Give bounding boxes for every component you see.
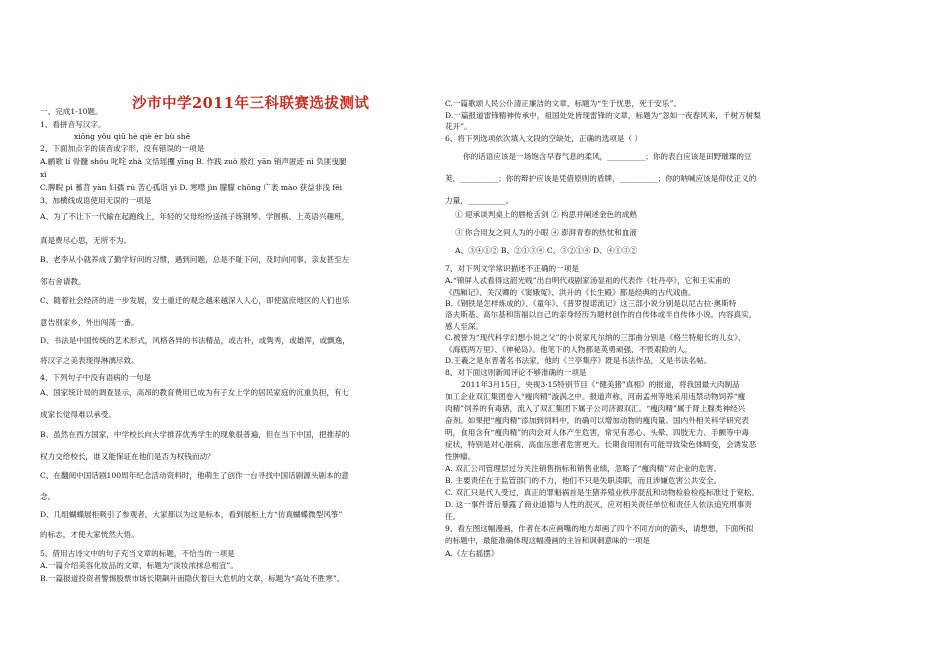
text-line: 力量，__________。 — [445, 196, 514, 205]
text-line: 《海底两万里》、《神秘岛》。他笔下的人物都是英勇顽强、不畏艰险的人。 — [445, 345, 692, 354]
text-line: 花开”。 — [445, 122, 472, 131]
text-line: D.一篇报道雷锋精神传承中，祖国处处皆现雷锋的文章，标题为“忽如一夜春风来，千树万树梨 — [445, 111, 761, 120]
text-line: 1、看拼音写汉字。 — [40, 120, 106, 129]
text-line: D、几组蝴蝶展柜吸引了参观者，大家都以为这是标本，看到展柜上方“仿真蝴蝶微型风筝” — [40, 510, 343, 519]
text-line: 真是费尽心思，无所不为。 — [40, 236, 132, 245]
text-line: 感人至深。 — [445, 322, 483, 331]
text-line: B、老李从小就养成了勤学好问的习惯，遇到问题，总是不耻下问，及时向同事、亲友甚至左 — [40, 255, 350, 264]
text-line: D、书法是中国传统的艺术形式，风格各异的书法精品，或古朴，或隽秀，或雄浑，或飘逸， — [40, 336, 350, 345]
text-line: C.脾睨 pì 蓄苕 yàn 妇孺 rú 苦心孤诣 yì D. 寒噤 jìn 朦朦 chōng 广袤 mào 获益非浅 fěi — [40, 183, 343, 192]
text-line: 加工企业双汇集团卷入“瘦肉精”漩涡之中。报道声称，河南孟州等地采用违禁动物饲养“瘦 — [445, 392, 746, 401]
text-line: B. 主要责任在于监管部门的不力，他们不只是失职渎职，而且涉嫌危害公共安全。 — [445, 476, 722, 485]
text-line: 6、将下列选项依次填入文段的空缺处，正确的选项是（ ） — [445, 134, 643, 143]
text-line: 将汉字之美表现得淋漓尽致。 — [40, 356, 139, 365]
text-line: xiōng yǒu qiū hè qiè èr bù shě — [74, 132, 191, 141]
text-line: C、随着社会经济的进一步发展，安土重迁的观念越来越深入人心，即使富庶地区的人们也乐 — [40, 296, 350, 305]
text-line: C. 双汇只是代人受过，真正的罪魁祸首是生猪养殖业秩序混乱和动物检验检疫标准过于宽松。 — [445, 488, 760, 497]
text-line: 肉精”饲养的有毒猪，流入了双汇集团下属子公司济源双汇。“瘦肉精”属于肾上腺类神经兴 — [445, 404, 746, 413]
text-line: 一、完成1-10题。 — [40, 107, 103, 116]
text-line: 权力交给校长，谁又能保证在他们是否为权钱而动？ — [40, 452, 215, 461]
text-line: ③ 你合用友之间人为的小眼 ④ 澎湃青春的热忱和血液 — [455, 228, 637, 237]
text-line: xì — [40, 170, 47, 179]
text-line: 的标题中，最能准确体现这幅漫画的主旨和讽刺意味的一项是 — [445, 536, 651, 545]
page-title: 沙市中学2011年三科联赛选拔测试 — [132, 95, 370, 112]
text-line: C、在翻阅中国话剧100周年纪念活动资料时，他萌生了创作一台寻找中国话剧源头剧本的意 — [40, 471, 349, 480]
text-line: 9、看左图这幅漫画，作者在本应画嘴的地方却画了四个不同方向的箭头，请想想，下面所拟 — [445, 524, 754, 533]
text-line: B.一篇报道投资者警惕股票市场长期飙升而隐伏着巨大危机的文章，标题为“高处不胜寒”。 — [40, 574, 345, 583]
text-line: 3、加横线成语使用无误的一项是 — [40, 196, 152, 205]
text-line: D. 这一事件背后暴露了商业道德与人性的泯灭，应对相关责任单位和责任人依法追究刑事责 — [445, 500, 752, 509]
text-line: A.“锦屏人忒看得这韶光贱”出自明代戏剧家汤显祖的代表作《牡丹亭》，它和王实甫的 — [445, 276, 731, 285]
text-line: 7、对下列文学常识描述不正确的一项是 — [445, 264, 579, 273]
text-line: C.被誉为“现代科学幻想小说之父”的小说家凡尔纳的三部曲分别是《格兰特船长的儿女》、 — [445, 333, 746, 342]
text-line: 4、下列句子中没有语病的一句是 — [40, 373, 152, 382]
text-line: 奋剂。如果把“瘦肉精”添加到饲料中，的确可以增加动物的瘦肉量。国内外相关科学研究表 — [445, 416, 749, 425]
text-line: 明，食用含有“瘦肉精”的肉会对人体产生危害，常见有恶心、头晕、四肢无力、手颤等中毒 — [445, 428, 749, 437]
text-line: A. 双汇公司管理层过分关注销售指标和销售业绩，忽略了“瘦肉精”对企业的危害。 — [445, 464, 722, 473]
text-line: 的标志，才使大家恍然大悟。 — [40, 530, 139, 539]
text-line: 8、对下面这则新闻评论不够准确的一项是 — [445, 368, 587, 377]
text-line: A.《左右摇摆》 — [445, 549, 499, 558]
text-line: 念。 — [40, 492, 56, 501]
text-line: 意告别家乡，外出闯荡一番。 — [40, 318, 139, 327]
text-line: 邻右舍请教。 — [40, 277, 86, 286]
text-line: ① 迎承谈判桌上的唇枪舌剑 ② 构思并阐述金色的成熟 — [455, 210, 637, 219]
text-line: B.《钢铁是怎样炼成的》、《童年》、《普罗提诺流记》这三部小说分别是以尼古拉·奥斯特 — [445, 299, 737, 308]
text-line: A、国家统计局的调查显示，高昂的教育费用已成为有子女上学的居民家庭的沉重负担，有七 — [40, 388, 350, 397]
text-line: 成家长觉得难以承受。 — [40, 410, 116, 419]
text-line: A、为了不让下一代输在起跑线上，年轻的父母纷纷送孩子练钢琴、学围棋、上英语兴趣班， — [40, 212, 350, 221]
text-line: 症状，特别是对心脏病、高血压患者危害更大。长期食用则有可能导致染色体畸变，会诱发恶 — [445, 440, 757, 449]
text-line: 荚，__________；你的辩护应该是凭借原则的盾牌，__________；你的呐喊应该是仰仗正义的 — [445, 174, 757, 183]
text-line: A、③④①② B、②①③④ C、③②①④ D、④①③② — [455, 246, 638, 255]
text-line: 2、下面加点字的读音或字形，没有错误的一项是 — [40, 144, 205, 153]
text-line: A.一篇介绍美容化妆品的文章，标题为“淡妆浓抹总相宜”。 — [40, 561, 238, 570]
text-line: 洛夫斯基、高尔基和笛福以自己的亲身经历为题材创作的自传体或半自传体小说。内容真实， — [445, 310, 757, 319]
text-line: D.王羲之是东晋著名书法家，他的《兰亭集序》既是书法作品，又是书法名帖。 — [445, 356, 712, 365]
text-line: B、虽然在西方国家，中学校长向大学推荐优秀学生的现象很普遍，但在当下中国，把推荐的 — [40, 430, 350, 439]
text-line: A.鹂歌 lí 骨髓 shǒu 叱咤 zhà 文恬瑶攫 yīng B. 作践 zuò 殷红 yān 销声匿迹 nì 负匪曳腿 — [40, 157, 347, 166]
text-line: 5、借用古诗文中的句子充当文章的标题，不恰当的一项是 — [40, 549, 235, 558]
text-line: 你的话语应该是一场饱含早春气息的柔风，__________；你的表白应该是田野璀璨的豆 — [463, 152, 752, 161]
text-line: C.一篇歌颂人民公仆清正廉洁的文章，标题为“生于忧患，死于安乐”。 — [445, 99, 681, 108]
text-line: 2011年3月15日，央视3·15特别节目《“健美猪”真相》的报道，将我国最大肉制品 — [461, 380, 740, 389]
text-line: 任。 — [445, 512, 461, 521]
text-line: 《西厢记》、关汉卿的《窦娥冤》、洪升的《长生殿》都是经典的古代戏曲。 — [445, 288, 696, 297]
text-line: 性肿瘤。 — [445, 452, 476, 461]
